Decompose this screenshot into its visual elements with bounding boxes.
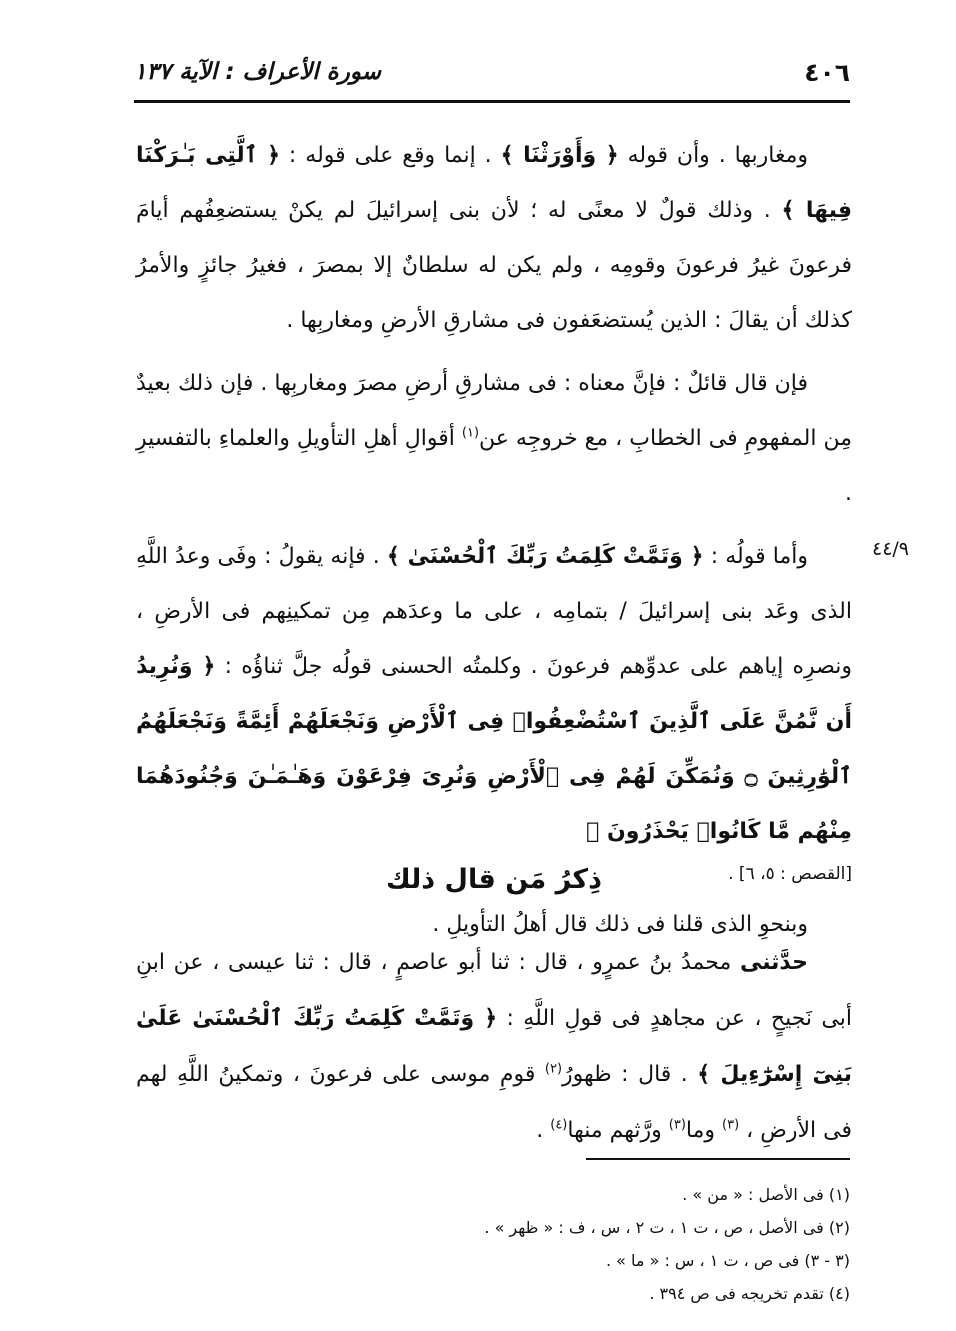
verse-reference: [القصص : ٥، ٦] . [728, 864, 852, 884]
text-run: وما [685, 1118, 723, 1143]
quran-verse: ﴿ وَنُرِيدُ أَن نَّمُنَّ عَلَى ٱلَّذِينَ ٱسْتُضْعِفُوا۟ فِى ٱلْأَرْضِ وَنَجْعَلَهُمْ أَئِمَّةً وَنَجْعَلَهُمُ ٱلْوَٰرِثِينَ ۝ وَنُمَكِّنَ لَهُمْ فِى ٱلْأَرْضِ وَنُرِىَ فِرْعَوْنَ وَهَـٰمَـٰنَ وَجُنُودَهُمَا مِنْهُم مَّا كَانُوا۟ يَحْذَرُونَ ﴾ [136, 654, 852, 844]
quran-verse: ﴿ وَتَمَّتْ كَلِمَتُ رَبِّكَ ٱلْحُسْنَىٰ عَلَىٰ بَنِىٓ إِسْرَٰٓءِيلَ ﴾ [136, 1006, 852, 1087]
footnote-marker: (٤) [550, 1117, 568, 1133]
running-title: سورة الأعراف : الآية ١٣٧ [134, 59, 381, 85]
narration-text [136, 935, 852, 1167]
section-heading: ذِكرُ مَن قال ذلك [386, 864, 602, 895]
footnote-marker: (٣) [668, 1117, 686, 1133]
footnote-rule [586, 1158, 850, 1160]
text-run: محمدُ بنُ عمرٍو ، قال : ثنا أبو عاصمٍ ، قال : ثنا عيسى ، عن ابنِ أبى نَجيحٍ ، عن مجاهدٍ فى قولِ اللَّهِ : [136, 950, 852, 1031]
text-run: وبنحوِ الذى قلنا فى ذلك قال أهلُ التأويلِ . [432, 912, 808, 937]
text-run: . [536, 1118, 551, 1143]
footnote-marker: (٣) [722, 1117, 740, 1133]
text-run: ومغاربها . وأن قوله [618, 143, 808, 168]
paragraph [136, 128, 852, 348]
footnote: (١) فى الأصل : « من » . [682, 1185, 850, 1204]
quran-verse: ﴿ وَتَمَّتْ كَلِمَتُ رَبِّكَ ٱلْحُسْنَىٰ ﴾ [386, 544, 704, 569]
page-number: ٤٠٦ [804, 57, 850, 87]
footnote: (٣ - ٣) فى ص ، ت ١ ، س : « ما » . [605, 1251, 850, 1270]
main-text [136, 128, 852, 960]
footnote: (٤) تقدم تخريجه فى ص ٣٩٤ . [649, 1284, 850, 1303]
page-header [134, 52, 850, 92]
text-run: ورَّثهم منها [567, 1118, 669, 1143]
text-run: . فإنه يقولُ : وفَى وعدُ اللَّهِ الذى وعَد بنى إسرائيلَ / بتمامِه ، على ما وعدَهم مِن تمكينِهم فى الأرضِ ، ونصرِه إياهم على عدوِّهم فرعونَ . وكلمتُه الحسنى قولُه جلَّ ثناؤُه : [136, 544, 853, 679]
footnote-marker: (١) [461, 425, 480, 441]
footnotes [300, 1178, 850, 1310]
footnote-marker: (٢) [544, 1061, 563, 1077]
narration-paragraph [136, 935, 852, 1159]
footnote: (٢) فى الأصل ، ص ، ت ١ ، ت ٢ ، س ، ف : « ظهر » . [484, 1218, 850, 1237]
text-run: قومِ موسى على فرعونَ ، وتمكينُ اللَّهِ لهم فى الأرضِ ، [136, 1062, 852, 1143]
text-run: . وذلك قولٌ لا معنًى له ؛ لأن بنى إسرائيلَ لم يكنْ يستضعِفُهم أيامَ فرعونَ غيرُ فرعونَ وقومِه ، ولم يكن له سلطانٌ إلا بمصرَ ، فغيرُ جائزٍ والأمرُ كذلك أن يقالَ : الذين يُستضعَفون فى مشارقِ الأرضِ ومغاربِها . [136, 198, 852, 333]
text-run: فإن قال قائلٌ : فإنَّ معناه : فى مشارقِ أرضِ مصرَ ومغاربِها . فإن ذلك بعيدٌ مِن المفهومِ فى الخطابِ ، مع خروجِه عن [136, 371, 852, 451]
paragraph [136, 356, 852, 521]
paragraph [136, 529, 852, 889]
text-run: وأما قولُه : [703, 544, 809, 569]
narration-lead: حدَّثنى [739, 950, 808, 975]
text-run: . قال : ظهورُ [562, 1062, 698, 1087]
text-run: أقوالِ أهلِ التأويلِ والعلماءِ بالتفسيرِ . [136, 426, 852, 506]
margin-reference: ٤٤/٩ [872, 538, 910, 560]
quran-verse: ﴿ وَأَوْرَثْنَا ﴾ [500, 143, 619, 168]
quran-verse: ﴿ ٱلَّتِى بَـٰرَكْنَا فِيهَا ﴾ [136, 143, 852, 223]
text-run: . إنما وقع على قوله : [280, 143, 501, 168]
header-rule [134, 100, 850, 103]
